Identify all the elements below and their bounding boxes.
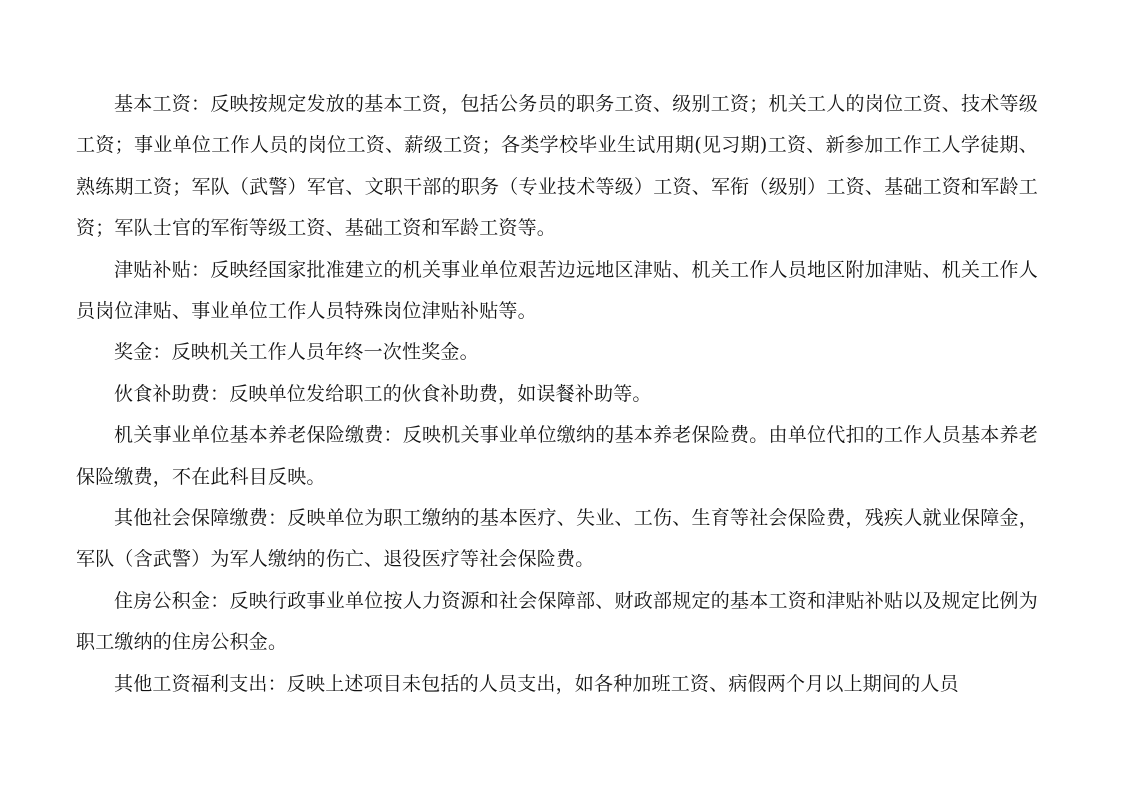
paragraph-other-social-security: 其他社会保障缴费：反映单位为职工缴纳的基本医疗、失业、工伤、生育等社会保险费，残疾人就业保障金，军队（含武警）为军人缴纳的伤亡、退役医疗等社会保险费。 [76, 507, 1038, 571]
paragraph-housing-fund: 住房公积金：反映行政事业单位按人力资源和社会保障部、财政部规定的基本工资和津贴补贴以及规定比例为职工缴纳的住房公积金。 [76, 589, 1038, 654]
paragraph-allowances: 津贴补贴：反映经国家批准建立的机关事业单位艰苦边远地区津贴、机关工作人员地区附加津贴、机关工作人员岗位津贴、事业单位工作人员特殊岗位津贴补贴等。 [76, 258, 1038, 323]
document-body [76, 84, 1038, 705]
paragraph-pension-insurance: 机关事业单位基本养老保险缴费：反映机关事业单位缴纳的基本养老保险费。由单位代扣的工作人员基本养老保险缴费，不在此科目反映。 [76, 424, 1038, 488]
paragraph-meal-subsidy: 伙食补助费：反映单位发给职工的伙食补助费，如误餐补助等。 [114, 382, 652, 405]
paragraph-basic-salary: 基本工资：反映按规定发放的基本工资，包括公务员的职务工资、级别工资；机关工人的岗位工资、技术等级工资；事业单位工作人员的岗位工资、薪级工资；各类学校毕业生试用期(见习期)工资、新参加工作工人学徒期、熟练期工资；军队（武警）军官、文职干部的职务（专业技术等级）工资、军衔（级别）工资、基础工资和军龄工资；军队士官的军衔等级工资、基础工资和军龄工资等。 [76, 93, 1038, 240]
paragraph-bonus: 奖金：反映机关工作人员年终一次性奖金。 [114, 341, 479, 364]
paragraph-other-welfare: 其他工资福利支出：反映上述项目未包括的人员支出，如各种加班工资、病假两个月以上期间的人员 [114, 672, 959, 695]
